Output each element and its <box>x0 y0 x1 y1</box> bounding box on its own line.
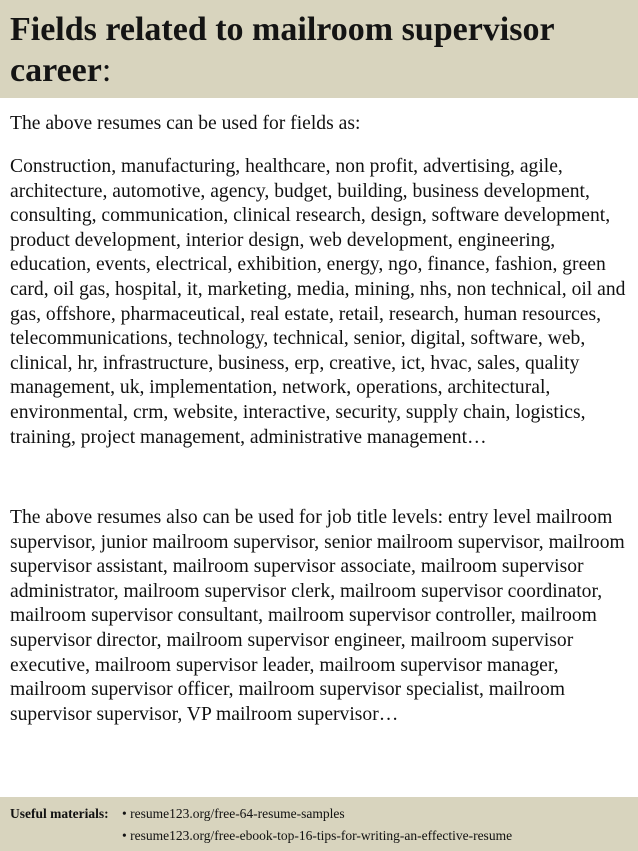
title-banner <box>0 0 638 98</box>
page-title-main: Fields related to mailroom supervisor career <box>10 11 554 89</box>
intro-paragraph: The above resumes can be used for fields as: <box>10 113 361 134</box>
fields-paragraph: Construction, manufacturing, healthcare, non profit, advertising, agile, architecture, automotive, agency, budget, building, business development, consulting, communication, clinical research, design, software development, product development, interior design, web development, engineering, education, events, electrical, exhibition, energy, ngo, finance, fashion, green card, oil gas, hospital, it, marketing, media, mining, nhs, non technical, oil and gas, offshore, pharmaceutical, real estate, retail, research, human resources, telecommunications, technology, technical, senior, digital, software, web, clinical, hr, infrastructure, business, erp, creative, ict, hvac, sales, quality management, uk, implementation, network, operations, architectural, environmental, crm, website, interactive, security, supply chain, logistics, training, project management, administrative management… <box>10 156 626 448</box>
page-title <box>10 9 630 91</box>
resume-samples-link[interactable]: • resume123.org/free-64-resume-samples <box>122 806 345 821</box>
job-levels-paragraph: The above resumes also can be used for job title levels: entry level mailroom supervisor, junior mailroom supervisor, senior mailroom supervisor, mailroom supervisor assistant, mailroom supervisor associate, mailroom supervisor administrator, mailroom supervisor clerk, mailroom supervisor coordinator, mailroom supervisor consultant, mailroom supervisor controller, mailroom supervisor director, mailroom supervisor engineer, mailroom supervisor executive, mailroom supervisor leader, mailroom supervisor manager, mailroom supervisor officer, mailroom supervisor specialist, mailroom supervisor supervisor, VP mailroom supervisor… <box>10 507 625 725</box>
useful-materials-label: Useful materials: <box>10 806 109 821</box>
page-title-suffix: : <box>101 52 112 89</box>
ebook-tips-link[interactable]: • resume123.org/free-ebook-top-16-tips-for-writing-an-effective-resume <box>122 828 513 843</box>
footer-bar <box>0 797 638 851</box>
